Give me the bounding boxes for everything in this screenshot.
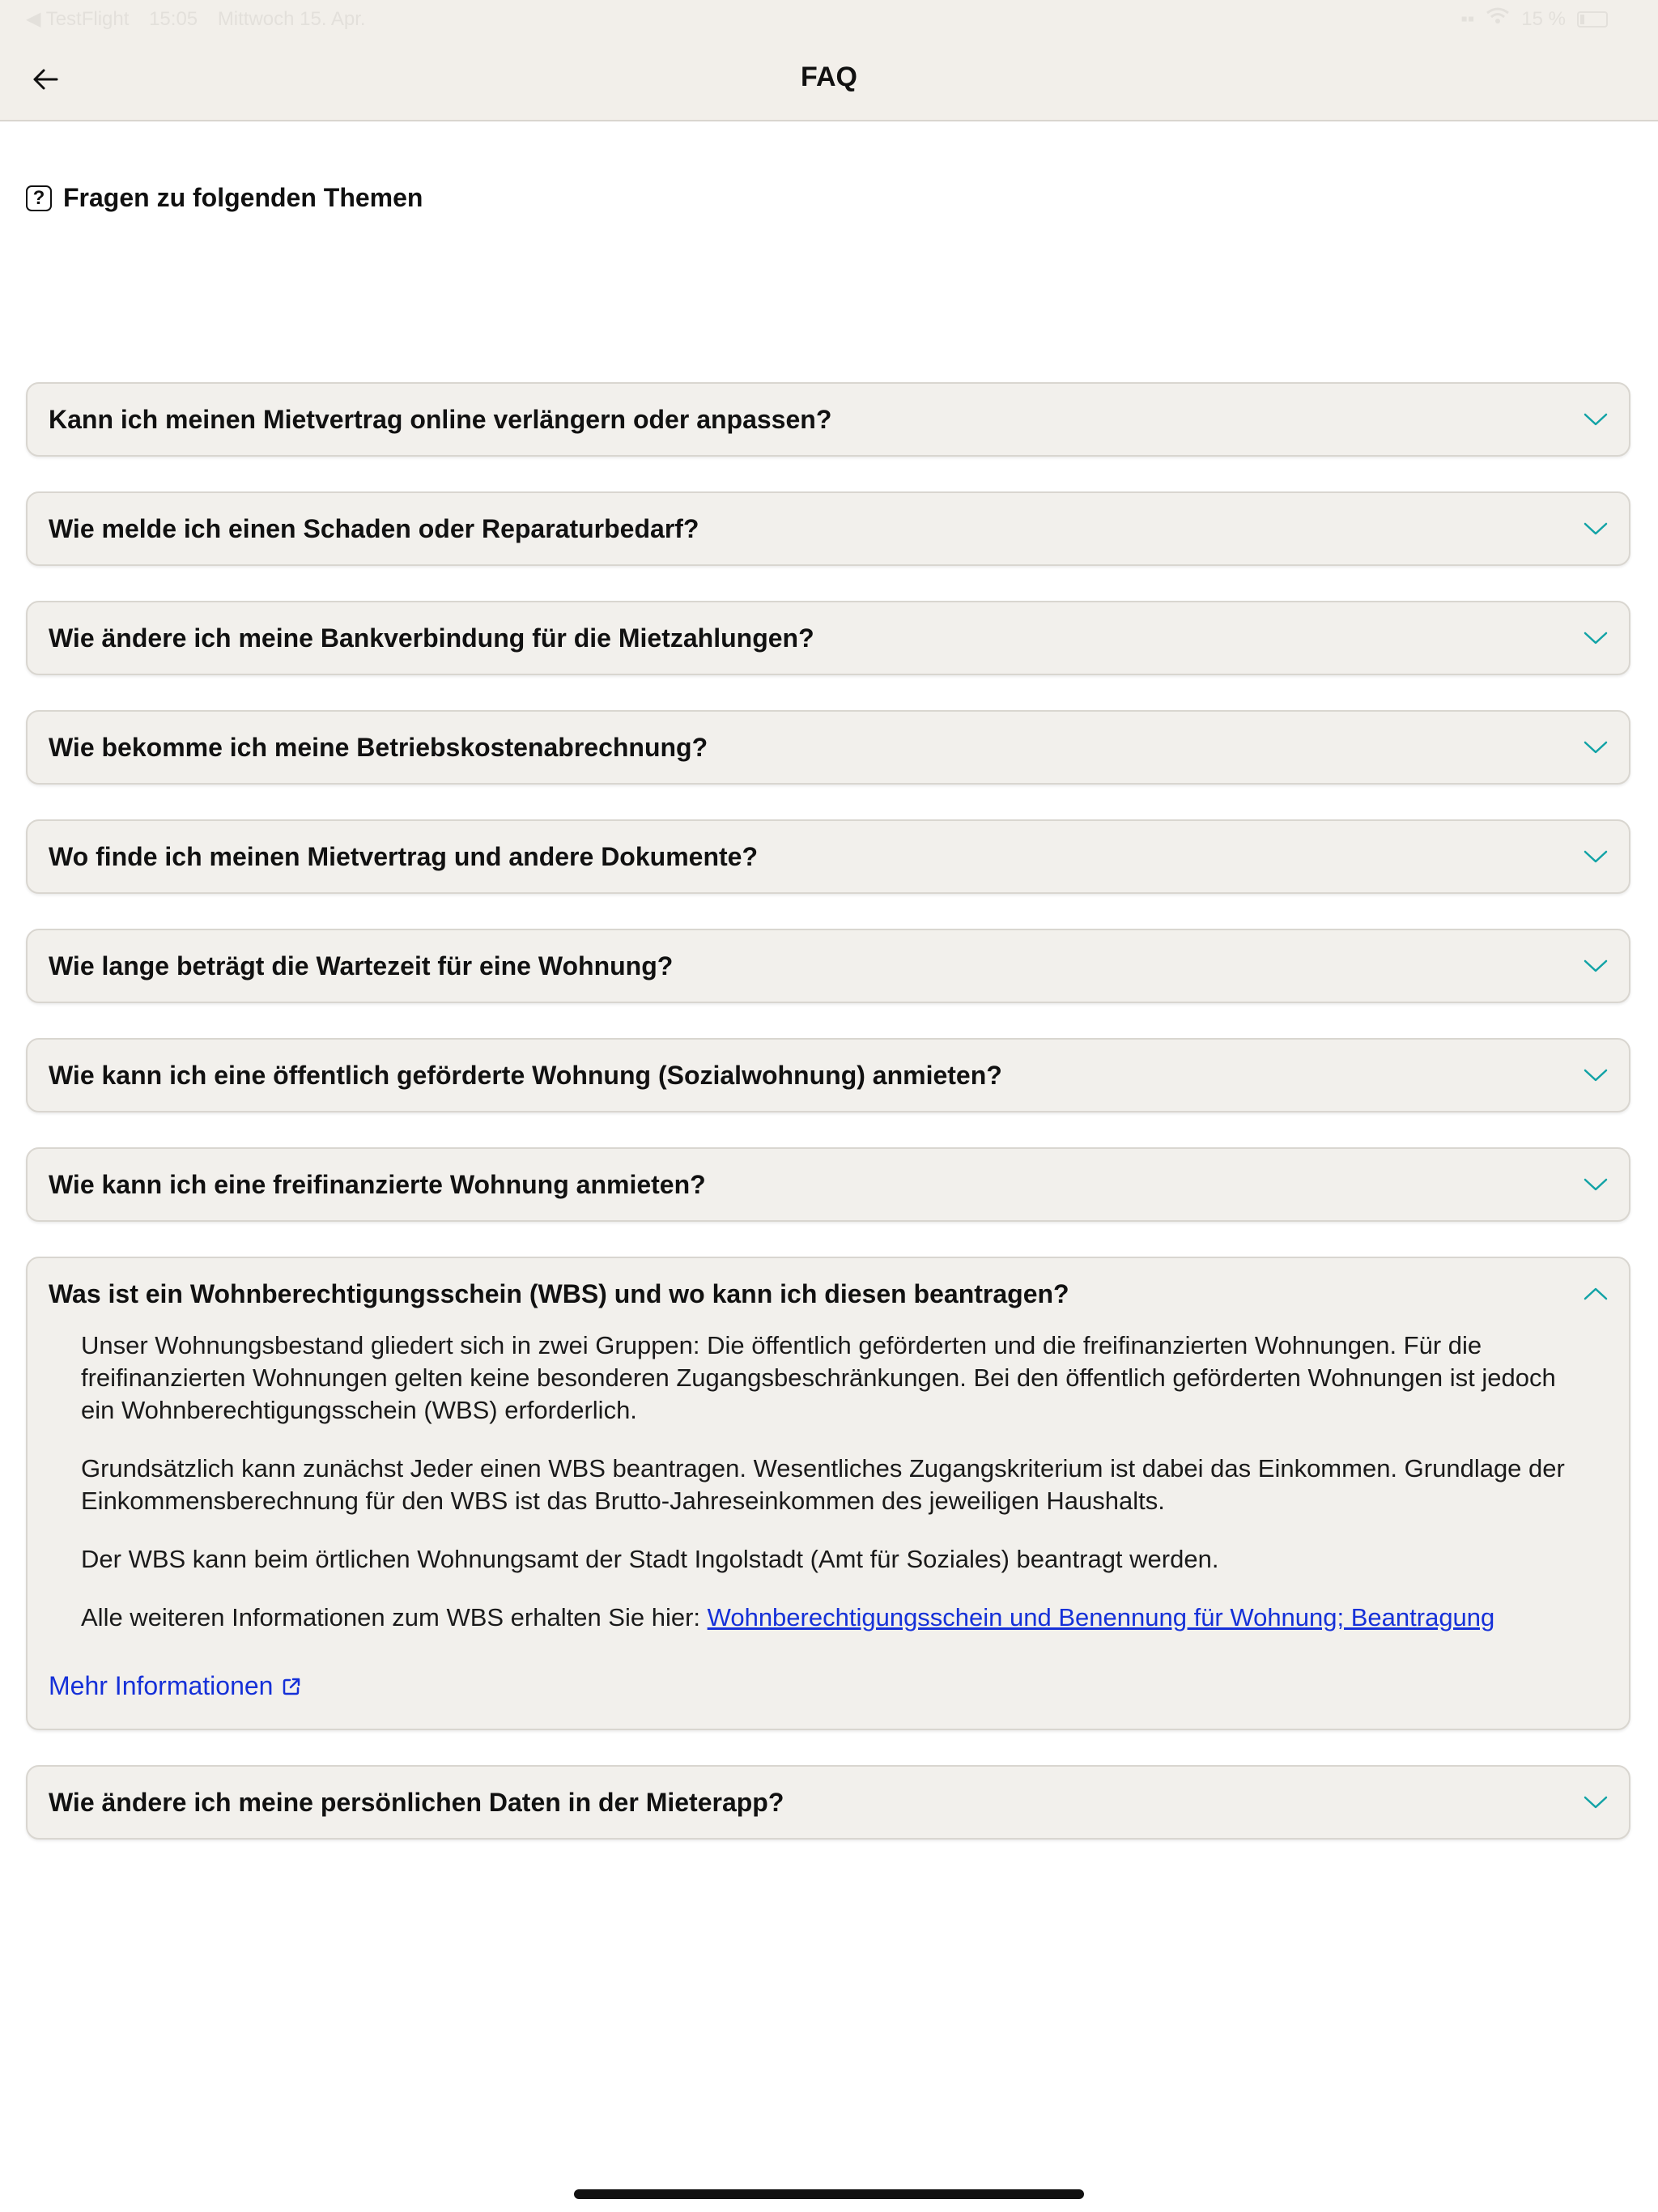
status-right (1460, 7, 1608, 31)
chevron-up-icon (1582, 1280, 1609, 1308)
faq-toggle[interactable] (28, 712, 1629, 783)
answer-paragraph: Der WBS kann beim örtlichen Wohnungsamt der Stadt Ingolstadt (Amt für Soziales) beantragt werden. (81, 1545, 1219, 1573)
section-title: Fragen zu folgenden Themen (63, 183, 423, 212)
page-title: FAQ (801, 62, 857, 92)
faq-item-expanded (26, 1257, 1630, 1730)
faq-question: Was ist ein Wohnberechtigungsschein (WBS) und wo kann ich diesen beantragen? (49, 1278, 1069, 1308)
chevron-down-icon (1582, 1061, 1609, 1089)
faq-question: Wie bekomme ich meine Betriebskostenabrechnung? (49, 732, 708, 762)
top-bar (0, 0, 1658, 121)
signal-icon: ▪▪ (1460, 7, 1475, 30)
faq-toggle[interactable] (28, 1767, 1629, 1838)
faq-toggle[interactable] (28, 384, 1629, 455)
external-link-icon (281, 1676, 302, 1697)
chevron-down-icon (1582, 515, 1609, 542)
wifi-icon (1486, 7, 1510, 31)
section-heading (26, 183, 423, 213)
answer-paragraph (81, 1602, 1590, 1634)
answer-text (49, 1329, 1608, 1634)
more-info-label: Mehr Informationen (49, 1671, 274, 1700)
faq-item (26, 601, 1630, 675)
faq-question: Wie kann ich eine öffentlich geförderte Wohnung (Sozialwohnung) anmieten? (49, 1060, 1002, 1090)
chevron-down-icon (1582, 843, 1609, 870)
faq-toggle[interactable] (28, 821, 1629, 892)
status-bar (0, 0, 1658, 37)
status-date: Mittwoch 15. Apr. (217, 8, 366, 30)
chevron-down-icon (1582, 624, 1609, 652)
faq-item (26, 1765, 1630, 1840)
faq-item (26, 710, 1630, 785)
chevron-down-icon (1582, 406, 1609, 433)
faq-item (26, 929, 1630, 1003)
faq-item (26, 382, 1630, 457)
faq-item (26, 1038, 1630, 1112)
chevron-down-icon (1582, 1789, 1609, 1816)
faq-toggle[interactable] (28, 930, 1629, 1002)
chevron-down-icon (1582, 1171, 1609, 1198)
faq-question: Wie melde ich einen Schaden oder Reparaturbedarf? (49, 513, 699, 543)
faq-toggle[interactable] (28, 1258, 1629, 1329)
faq-question: Wo finde ich meinen Mietvertrag und andere Dokumente? (49, 841, 758, 871)
faq-toggle[interactable] (28, 1149, 1629, 1220)
faq-item (26, 491, 1630, 566)
faq-question: Wie ändere ich meine persönlichen Daten in der Mieterapp? (49, 1787, 784, 1817)
chevron-down-icon (1582, 734, 1609, 761)
more-info-link[interactable] (49, 1671, 302, 1701)
battery-percent: 15 % (1521, 7, 1566, 30)
answer-link-prefix: Alle weiteren Informationen zum WBS erhalten Sie hier: (81, 1603, 708, 1631)
faq-toggle[interactable] (28, 1040, 1629, 1111)
question-icon: ? (26, 185, 52, 211)
status-left (26, 7, 380, 31)
status-time: 15:05 (149, 8, 198, 30)
faq-toggle[interactable] (28, 493, 1629, 564)
faq-item (26, 1147, 1630, 1222)
back-to-app-label[interactable]: ◀ TestFlight (26, 8, 130, 30)
battery-icon (1577, 11, 1608, 28)
faq-question: Wie ändere ich meine Bankverbindung für die Mietzahlungen? (49, 623, 814, 653)
chevron-down-icon (1582, 952, 1609, 980)
faq-question: Kann ich meinen Mietvertrag online verlängern oder anpassen? (49, 404, 832, 434)
faq-question: Wie lange beträgt die Wartezeit für eine Wohnung? (49, 951, 674, 981)
wbs-info-link[interactable]: Wohnberechtigungsschein und Benennung für Wohnung; Beantragung (707, 1603, 1495, 1631)
faq-toggle[interactable] (28, 602, 1629, 674)
faq-item (26, 819, 1630, 894)
faq-accordion (26, 382, 1630, 1874)
answer-paragraph: Grundsätzlich kann zunächst Jeder einen WBS beantragen. Wesentliches Zugangskriterium ist dabei das Einkommen. Grundlage der Einkommensberechnung für den WBS ist das Brutto-Jahreseinkommen des jeweiligen Haushalts. (81, 1454, 1565, 1515)
home-indicator[interactable] (574, 2189, 1084, 2199)
faq-question: Wie kann ich eine freifinanzierte Wohnung anmieten? (49, 1169, 706, 1199)
answer-paragraph: Unser Wohnungsbestand gliedert sich in zwei Gruppen: Die öffentlich geförderten und die freifinanzierten Wohnungen. Für die freifinanzierten Wohnungen gelten keine besonderen Zugangsbeschränkungen. Bei den öffentlich geförderten Wohnungen ist jedoch ein Wohnberechtigungsschein (WBS) erforderlich. (81, 1331, 1556, 1424)
faq-answer (28, 1329, 1629, 1729)
